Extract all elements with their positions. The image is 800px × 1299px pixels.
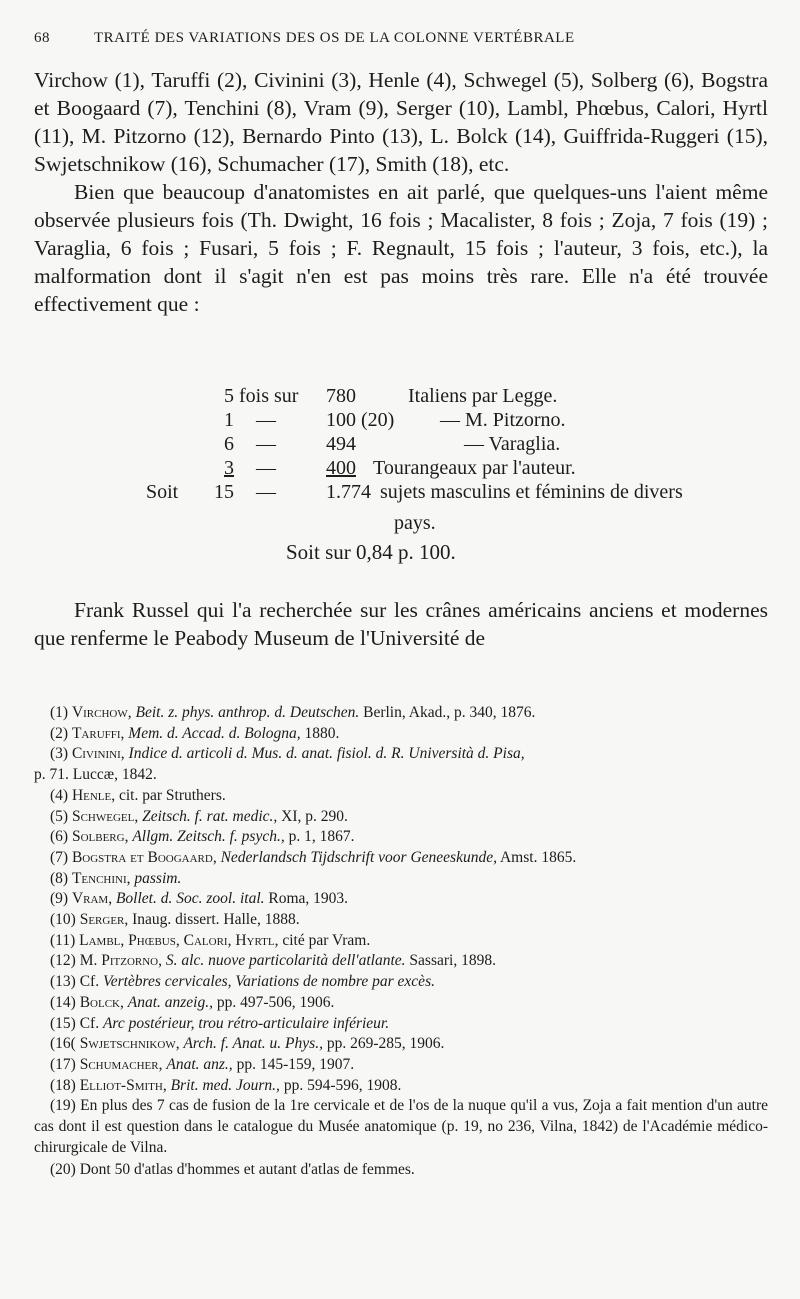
running-title: TRAITÉ DES VARIATIONS DES OS DE LA COLONNE VERTÉBRALE: [94, 30, 575, 46]
footnote: (11) Lambl, Phœbus, Calori, Hyrtl, cité par Vram.: [50, 931, 371, 949]
footnote: (9) Vram, Bollet. d. Soc. zool. ital. Roma, 1903.: [50, 890, 349, 908]
footnote: (12) M. Pitzorno, S. alc. nuove particolarità dell'atlante. Sassari, 1898.: [50, 952, 496, 970]
total-cell: 400: [326, 457, 356, 479]
percentage-line: Soit sur 0,84 p. 100.: [286, 540, 456, 564]
count-cell: 6: [224, 433, 234, 455]
separator-cell: fois sur: [239, 385, 299, 407]
table-sum-row: [0, 480, 800, 504]
table-row: [0, 408, 800, 432]
footnote: (13) Cf. Vertèbres cervicales, Variations de nombre par excès.: [50, 973, 435, 991]
footnote: (15) Cf. Arc postérieur, trou rétro-articulaire inférieur.: [50, 1014, 390, 1032]
sum-separator: —: [256, 481, 276, 503]
statistics-table: [0, 384, 800, 504]
paragraph-russel: Frank Russel qui l'a recherchée sur les crânes américains anciens et modernes que renferme le Peabody Museum de l'Université de: [34, 598, 768, 650]
footnote: (7) Bogstra et Boogaard, Nederlandsch Tijdschrift voor Geneeskunde, Amst. 1865.: [50, 848, 577, 866]
footnote: (16( Swjetschnikow, Arch. f. Anat. u. Phys., pp. 269-285, 1906.: [50, 1035, 445, 1053]
footnote: (2) Taruffi, Mem. d. Accad. d. Bologna, 1880.: [50, 724, 340, 742]
table-row: [0, 384, 800, 408]
footnote: (19) En plus des 7 cas de fusion de la 1re cervicale et de l'os de la nuque qu'il a vus, Zoja a fait mention d'un autre cas dont il est question dans le catalogue du Musée anatomique (p. 19, no 236, Vilna, 1842) de l'Académie médico-chirurgicale de Vilna.: [34, 1097, 769, 1156]
footnote: (5) Schwegel, Zeitsch. f. rat. medic., XI, p. 290.: [50, 807, 348, 825]
footnote: (17) Schumacher, Anat. anz., pp. 145-159, 1907.: [50, 1055, 355, 1073]
footnote: (18) Elliot-Smith, Brit. med. Journ., pp. 594-596, 1908.: [50, 1076, 402, 1094]
count-cell: 3: [224, 457, 234, 479]
footnote: (20) Dont 50 d'atlas d'hommes et autant d'atlas de femmes.: [50, 1161, 415, 1179]
page-number: 68: [34, 30, 50, 46]
footnote: (10) Serger, Inaug. dissert. Halle, 1888.: [50, 911, 300, 929]
description-cell: Italiens par Legge.: [408, 385, 558, 407]
footnotes: [34, 703, 768, 1181]
count-cell: 5: [224, 385, 234, 407]
footnote: (3) Civinini, Indice d. articoli d. Mus. d. anat. fisiol. d. R. Università d. Pisa, p. 71. Luccæ, 1842.: [34, 745, 525, 784]
footnote: (8) Tenchini, passim.: [50, 869, 182, 887]
footnote: (14) Bolck, Anat. anzeig., pp. 497-506, 1906.: [50, 993, 335, 1011]
sum-count: 15: [214, 481, 234, 503]
description-cell: — Varaglia.: [464, 433, 561, 455]
main-text-continued: [34, 596, 768, 652]
paragraph-authors: Virchow (1), Taruffi (2), Civinini (3), Henle (4), Schwegel (5), Solberg (6), Bogstra et Boogaard (7), Tenchini (8), Vram (9), Serger (10), Lambl, Phœbus, Calori, Hyrtl (11), M. Pitzorno (12), Bernardo Pinto (13), L. Bolck (14), Guiffrida-Ruggeri (15), Swjetschnikow (16), Schumacher (17), Smith (18), etc.: [34, 68, 768, 176]
footnote: (4) Henle, cit. par Struthers.: [50, 786, 226, 804]
separator-cell: —: [256, 433, 276, 455]
total-cell: 780: [326, 385, 356, 407]
description-cell: Tourangeaux par l'auteur.: [373, 457, 576, 479]
table-row: [0, 432, 800, 456]
footnote: (6) Solberg, Allgm. Zeitsch. f. psych., p. 1, 1867.: [50, 828, 355, 846]
total-cell: 494: [326, 433, 356, 455]
separator-cell: —: [256, 409, 276, 431]
main-text: [34, 66, 768, 318]
count-cell: 1: [224, 409, 234, 431]
total-cell: 100 (20): [326, 409, 395, 431]
sum-total: 1.774: [326, 481, 371, 503]
footnote: (1) Virchow, Beit. z. phys. anthrop. d. Deutschen. Berlin, Akad., p. 340, 1876.: [50, 704, 536, 721]
sum-description-continued: pays.: [394, 512, 436, 534]
table-row: [0, 456, 800, 480]
paragraph-rarity: Bien que beaucoup d'anatomistes en ait parlé, que quelques-uns l'aient même observée plusieurs fois (Th. Dwight, 16 fois ; Macalister, 8 fois ; Zoja, 7 fois (19) ; Varaglia, 6 fois ; Fusari, 5 fois ; F. Regnault, 15 fois ; l'auteur, 3 fois, etc.), la malformation dont il s'agit n'en est pas moins très rare. Elle n'a été trouvée effectivement que :: [34, 180, 768, 316]
sum-description: sujets masculins et féminins de divers: [380, 481, 683, 503]
sum-label: Soit: [146, 481, 179, 503]
description-cell: — M. Pitzorno.: [440, 409, 566, 431]
separator-cell: —: [256, 457, 276, 479]
